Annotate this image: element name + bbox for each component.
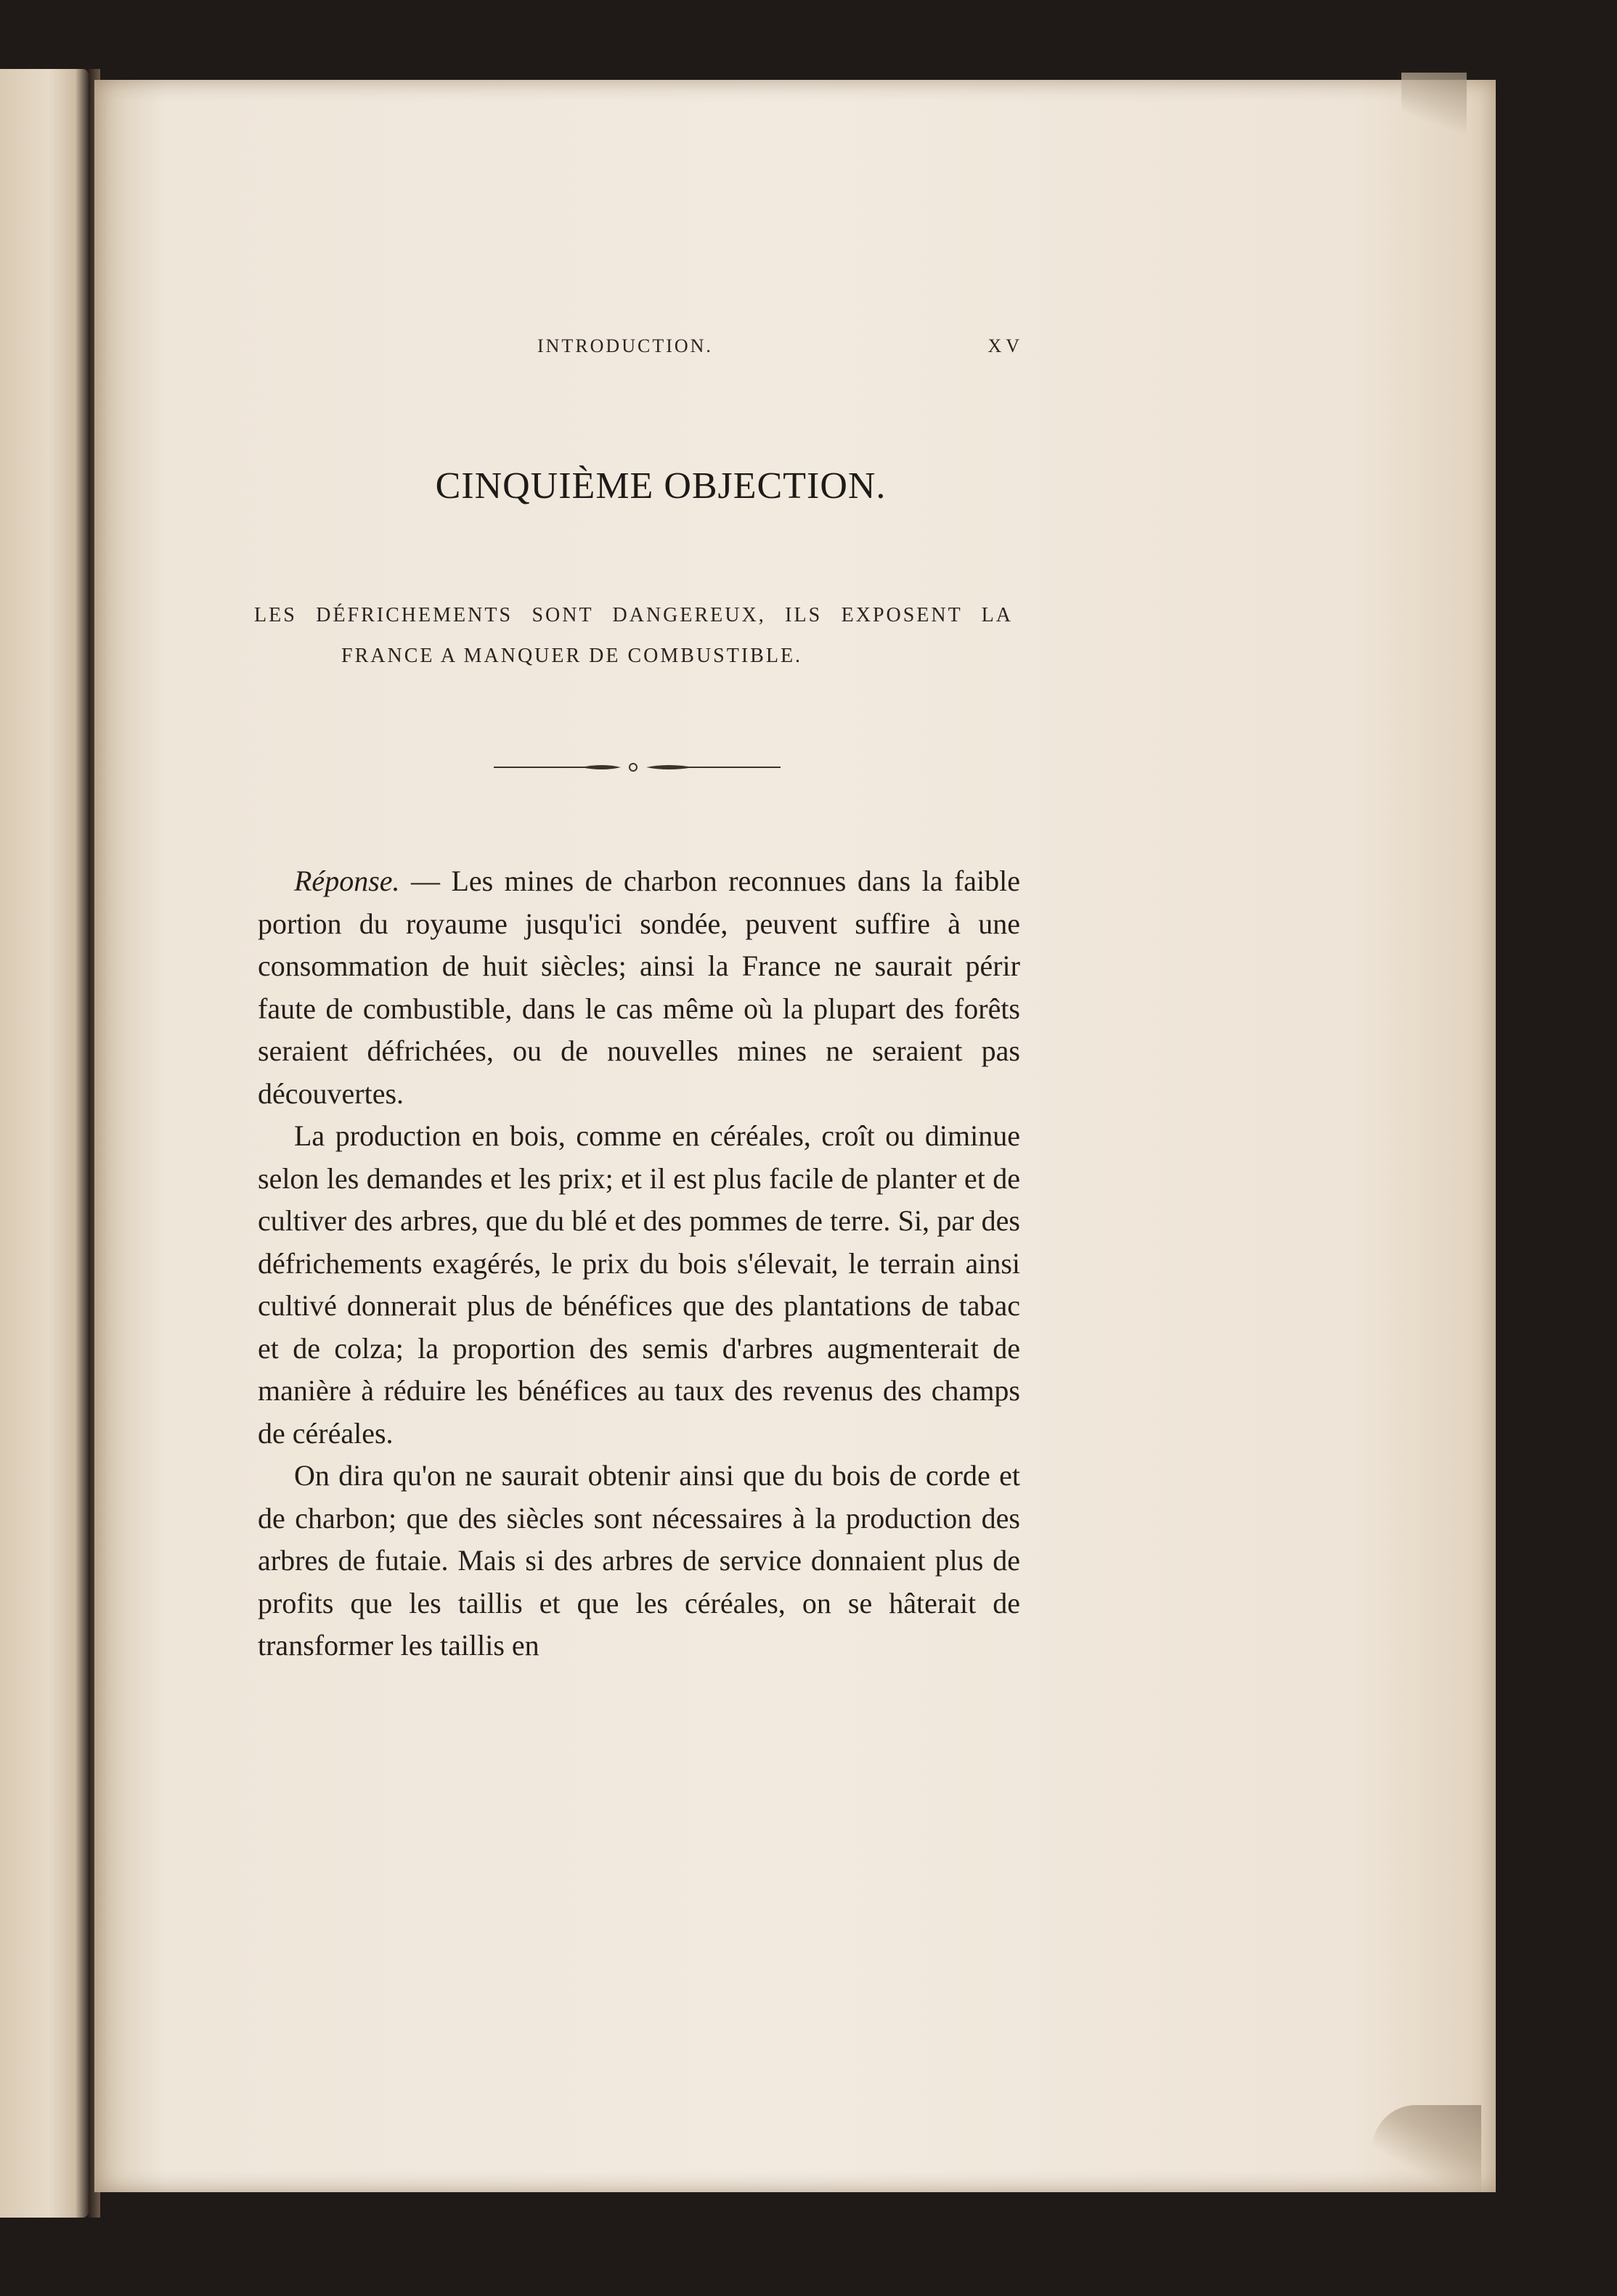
paragraph-1-text: — Les mines de charbon reconnues dans la faible portion du royaume jusqu'ici sondée, peuvent suffire à une consommation de huit siècles; ainsi la France ne saurait périr faute de combustible, dans le cas même où la plupart des forêts seraient défrichées, ou de nouvelles mines ne seraient pas découvertes. [258,865,1020,1110]
paragraph-3: On dira qu'on ne saurait obtenir ainsi que du bois de corde et de charbon; que des siècles sont nécessaires à la production des arbres de futaie. Mais si des arbres de service donnaient plus de profits que les taillis et que les céréales, on se hâterait de transformer les taillis en [258,1459,1020,1662]
worn-corner-bottom [1372,2105,1481,2192]
paragraph-1 [258,860,1020,1115]
paragraph-2: La production en bois, comme en céréales, croît ou diminue selon les demandes et les prix; et il est plus facile de planter et de cultiver des arbres, que du blé et des pommes de terre. Si, par des défrichements exagérés, le prix du bois s'élevait, le terrain ainsi cultivé donnerait plus de bénéfices que des plantations de tabac et de colza; la proportion des semis d'arbres augmenterait de manière à réduire les bénéfices au taux des revenus des champs de céréales. [258,1119,1020,1450]
running-head [537,335,1024,364]
running-title: INTRODUCTION. [537,335,713,356]
facing-page-edge [0,69,89,2218]
chapter-subtitle-line-1: LES DÉFRICHEMENTS SONT DANGEREUX, ILS EXPOSENT LA [254,604,1013,626]
body-text [258,860,1020,1667]
chapter-subtitle-line-2: FRANCE A MANQUER DE COMBUSTIBLE. [341,645,803,667]
worn-corner-top [1401,73,1467,134]
page-number: XV [987,335,1024,356]
chapter-title: CINQUIÈME OBJECTION. [435,465,887,507]
reponse-label: Réponse. [294,865,400,897]
ornamental-rule [494,759,781,776]
